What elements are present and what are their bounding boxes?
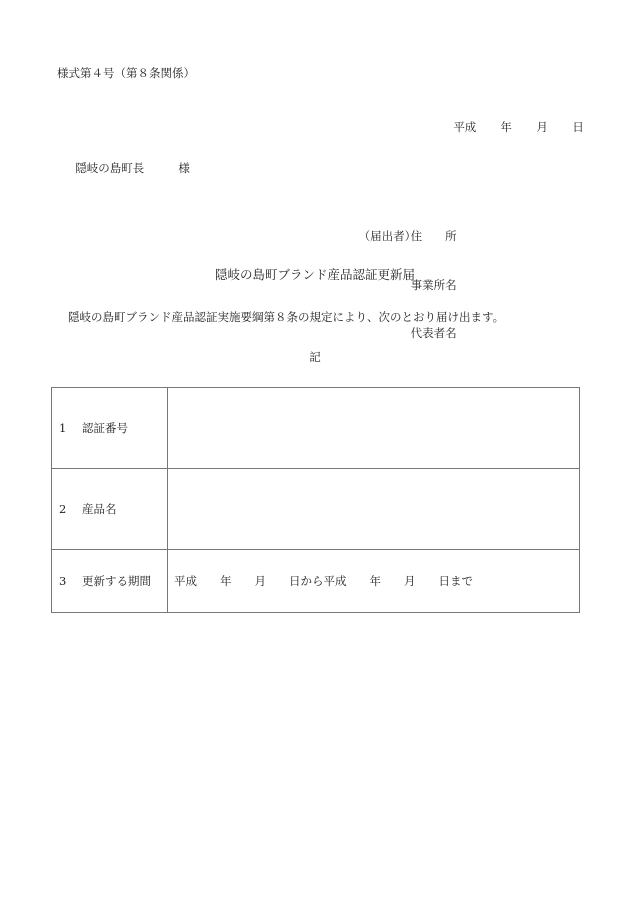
label-cell [52, 550, 168, 613]
body-text: 隠岐の島町ブランド産品認証実施要綱第８条の規定により、次のとおり届け出ます。 [68, 310, 505, 324]
product-name-field[interactable] [168, 469, 580, 550]
addressee-honorific: 様 [178, 161, 190, 175]
document-title: 隠岐の島町ブランド産品認証更新届 [214, 267, 415, 282]
form-table [51, 387, 580, 613]
applicant-address-label[interactable]: 住 所 [410, 229, 457, 243]
row-label: 産品名 [82, 502, 117, 516]
row-label: 更新する期間 [82, 574, 151, 588]
addressee [68, 147, 190, 175]
applicant-business-name-label[interactable]: 事業所名 [410, 277, 457, 292]
date-era: 平成 [453, 120, 477, 134]
date-month-field[interactable]: 月 [536, 120, 548, 134]
renewal-period-field[interactable]: 平成 年 月 日から平成 年 月 日まで [168, 550, 580, 613]
row-number: 3 [59, 574, 67, 588]
date-year-field[interactable]: 年 [500, 120, 512, 134]
addressee-name: 隠岐の島町長 [75, 161, 145, 175]
table-row-product-name [52, 469, 580, 550]
applicant-prefix: （届出者） [358, 229, 417, 243]
applicant-representative-label[interactable]: 代表者名 [410, 326, 457, 340]
certification-number-field[interactable] [168, 388, 580, 469]
label-cell [52, 388, 168, 469]
applicant-address-row [344, 215, 457, 243]
table-row-renewal-period [52, 550, 580, 613]
date-day-field[interactable]: 日 [572, 120, 584, 134]
row-number: 1 [59, 421, 67, 435]
table-row-certification-number [52, 388, 580, 469]
row-label: 認証番号 [82, 421, 128, 435]
row-number: 2 [59, 502, 67, 516]
date-line [446, 106, 584, 134]
label-cell [52, 469, 168, 550]
form-number: 様式第４号（第８条関係） [57, 66, 195, 80]
ki-heading: 記 [309, 350, 321, 364]
